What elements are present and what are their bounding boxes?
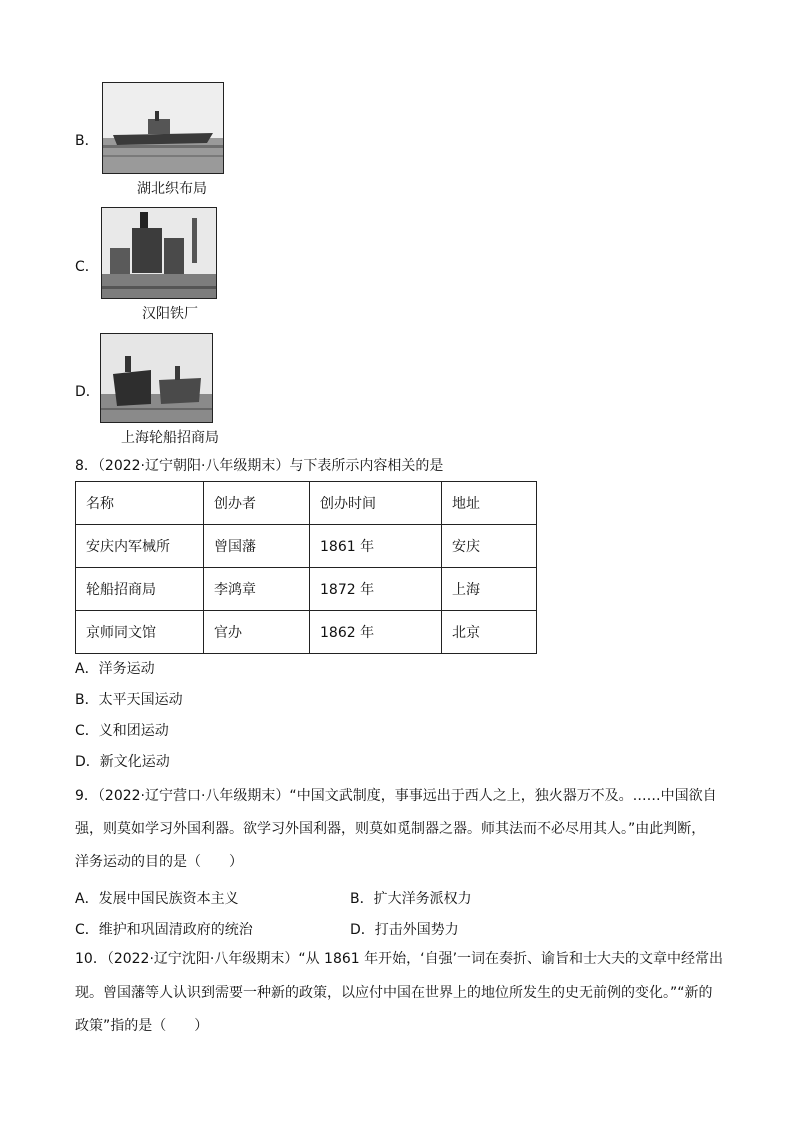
hubei-textile-bureau-photo <box>102 82 224 174</box>
answer-option: D．打击外国势力 <box>350 922 459 938</box>
photo-caption: 汉阳铁厂 <box>142 306 198 322</box>
question-stem-line: 10．（2022·辽宁沈阳·八年级期末）“从 1861 年开始，‘自强’一词在奏折、谕旨和士大夫的文章中经常出 <box>75 951 724 967</box>
option-letter: B． <box>75 133 99 149</box>
table-cell: 1861 年 <box>310 525 442 568</box>
table-cell: 官办 <box>204 611 310 654</box>
enterprise-table <box>75 481 537 654</box>
photo-caption: 上海轮船招商局 <box>121 430 219 446</box>
table-cell: 上海 <box>442 568 537 611</box>
question-stem-line: 强，则莫如学习外国利器。欲学习外国利器，则莫如觅制器之器。师其法而不必尽用其人。”由此判断， <box>75 821 706 837</box>
question-stem-line: 9．（2022·辽宁营口·八年级期末）“中国文武制度，事事远出于西人之上，独火器万不及。……中国欲自 <box>75 788 717 804</box>
table-cell: 1862 年 <box>310 611 442 654</box>
answer-option: C．维护和巩固清政府的统治 <box>75 922 253 938</box>
question-stem: 8．（2022·辽宁朝阳·八年级期末）与下表所示内容相关的是 <box>75 458 444 474</box>
answer-option: A．洋务运动 <box>75 661 155 677</box>
table-cell: 安庆内军械所 <box>76 525 204 568</box>
table-header-cell: 名称 <box>76 482 204 525</box>
table-header-cell: 创办时间 <box>310 482 442 525</box>
photo-caption: 湖北织布局 <box>137 181 207 197</box>
option-letter: C． <box>75 259 99 275</box>
table-cell: 李鸿章 <box>204 568 310 611</box>
answer-option: B．扩大洋务派权力 <box>350 891 472 907</box>
question-stem-line: 现。曾国藩等人认识到需要一种新的政策，以应付中国在世界上的地位所发生的史无前例的变化。”“新的 <box>75 985 713 1001</box>
table-header-cell: 地址 <box>442 482 537 525</box>
table-cell: 轮船招商局 <box>76 568 204 611</box>
answer-option: D．新文化运动 <box>75 754 170 770</box>
table-cell: 安庆 <box>442 525 537 568</box>
answer-option: C．义和团运动 <box>75 723 169 739</box>
table-header-row <box>76 482 537 525</box>
table-cell: 1872 年 <box>310 568 442 611</box>
question-stem-line: 洋务运动的目的是（ ） <box>75 854 243 870</box>
table-row <box>76 611 537 654</box>
table-row <box>76 525 537 568</box>
option-letter: D． <box>75 384 100 400</box>
answer-option: B．太平天国运动 <box>75 692 183 708</box>
hanyang-iron-works-photo <box>101 207 217 299</box>
table-cell: 京师同文馆 <box>76 611 204 654</box>
answer-option: A．发展中国民族资本主义 <box>75 891 239 907</box>
question-stem-line: 政策”指的是（ ） <box>75 1018 209 1034</box>
table-header-cell: 创办者 <box>204 482 310 525</box>
table-row <box>76 568 537 611</box>
table-cell: 北京 <box>442 611 537 654</box>
shanghai-steamship-bureau-photo <box>100 333 213 423</box>
table-cell: 曾国藩 <box>204 525 310 568</box>
